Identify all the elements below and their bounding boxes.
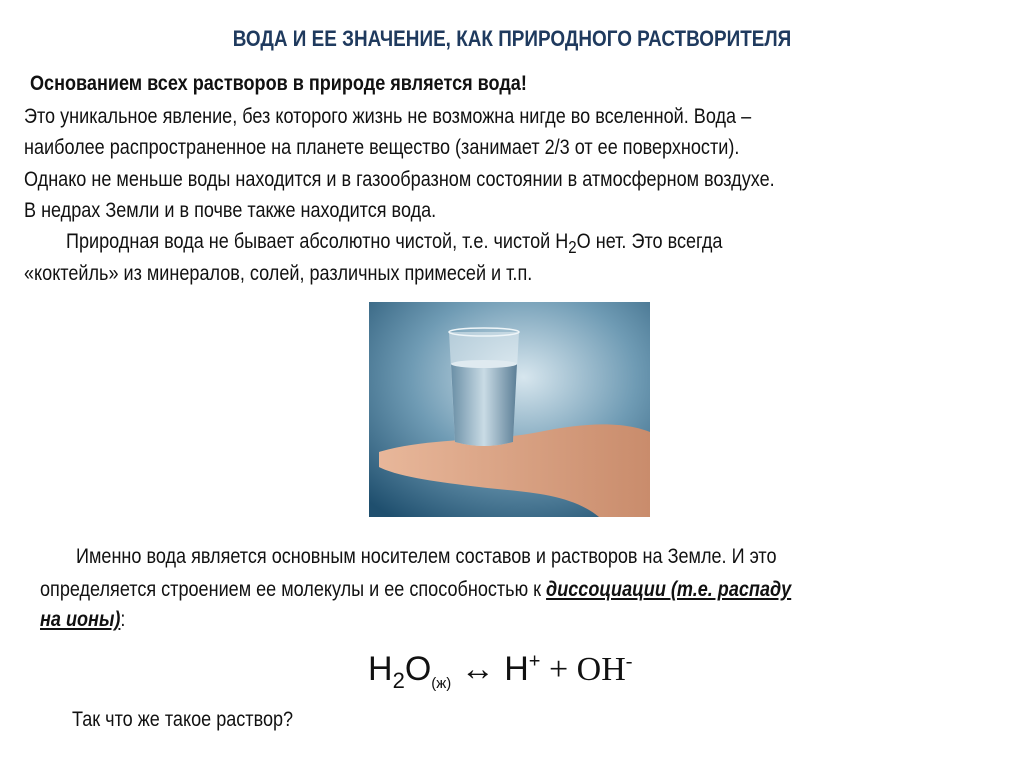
glass-of-water-on-hand-photo bbox=[369, 302, 650, 517]
formula-state: (ж) bbox=[431, 675, 452, 692]
intro-line: наиболее распространенное на планете вещество (занимает 2/3 от ее поверхности). bbox=[24, 136, 740, 159]
question-text: Так что же такое раствор? bbox=[72, 708, 294, 731]
body-line bbox=[40, 578, 791, 602]
dissociation-formula bbox=[368, 650, 632, 694]
subscript: 2 bbox=[568, 237, 577, 258]
intro-line: Однако не меньше воды находится и в газообразном состоянии в атмосферном воздухе. bbox=[24, 168, 775, 191]
body-line: Именно вода является основным носителем составов и растворов на Земле. И это bbox=[76, 545, 777, 568]
intro-line: В недрах Земли и в почве также находится вода. bbox=[24, 199, 437, 222]
intro-paragraph2-line2: «коктейль» из минералов, солей, различных примесей и т.п. bbox=[24, 262, 533, 285]
formula-part: H bbox=[504, 650, 529, 688]
text: : bbox=[120, 608, 126, 631]
body-line bbox=[40, 608, 125, 632]
intro-line: Это уникальное явление, без которого жизнь не возможна нигде во вселенной. Вода – bbox=[24, 105, 752, 128]
formula-part: H bbox=[368, 650, 393, 688]
formula-subscript: 2 bbox=[392, 668, 405, 693]
text: Природная вода не бывает абсолютно чистой, т.е. чистой H bbox=[66, 230, 569, 253]
formula-part: OH bbox=[576, 651, 626, 688]
slide-title: ВОДА И ЕЕ ЗНАЧЕНИЕ, КАК ПРИРОДНОГО РАСТВОРИТЕЛЯ bbox=[232, 26, 792, 51]
intro-heading: Основанием всех растворов в природе является вода! bbox=[30, 72, 527, 95]
emphasis-text: диссоциации (т.е. распаду bbox=[546, 578, 792, 601]
formula-part: O bbox=[404, 650, 432, 688]
text: O нет. Это всегда bbox=[576, 230, 723, 253]
double-arrow-icon: ↔ bbox=[460, 651, 495, 688]
formula-plus: + bbox=[540, 651, 577, 688]
formula-charge: - bbox=[625, 650, 633, 673]
text: определяется строением ее молекулы и ее способностью к bbox=[40, 578, 547, 601]
formula-charge: + bbox=[528, 650, 541, 673]
emphasis-text: на ионы) bbox=[40, 608, 121, 631]
intro-paragraph2-line1 bbox=[66, 230, 722, 258]
